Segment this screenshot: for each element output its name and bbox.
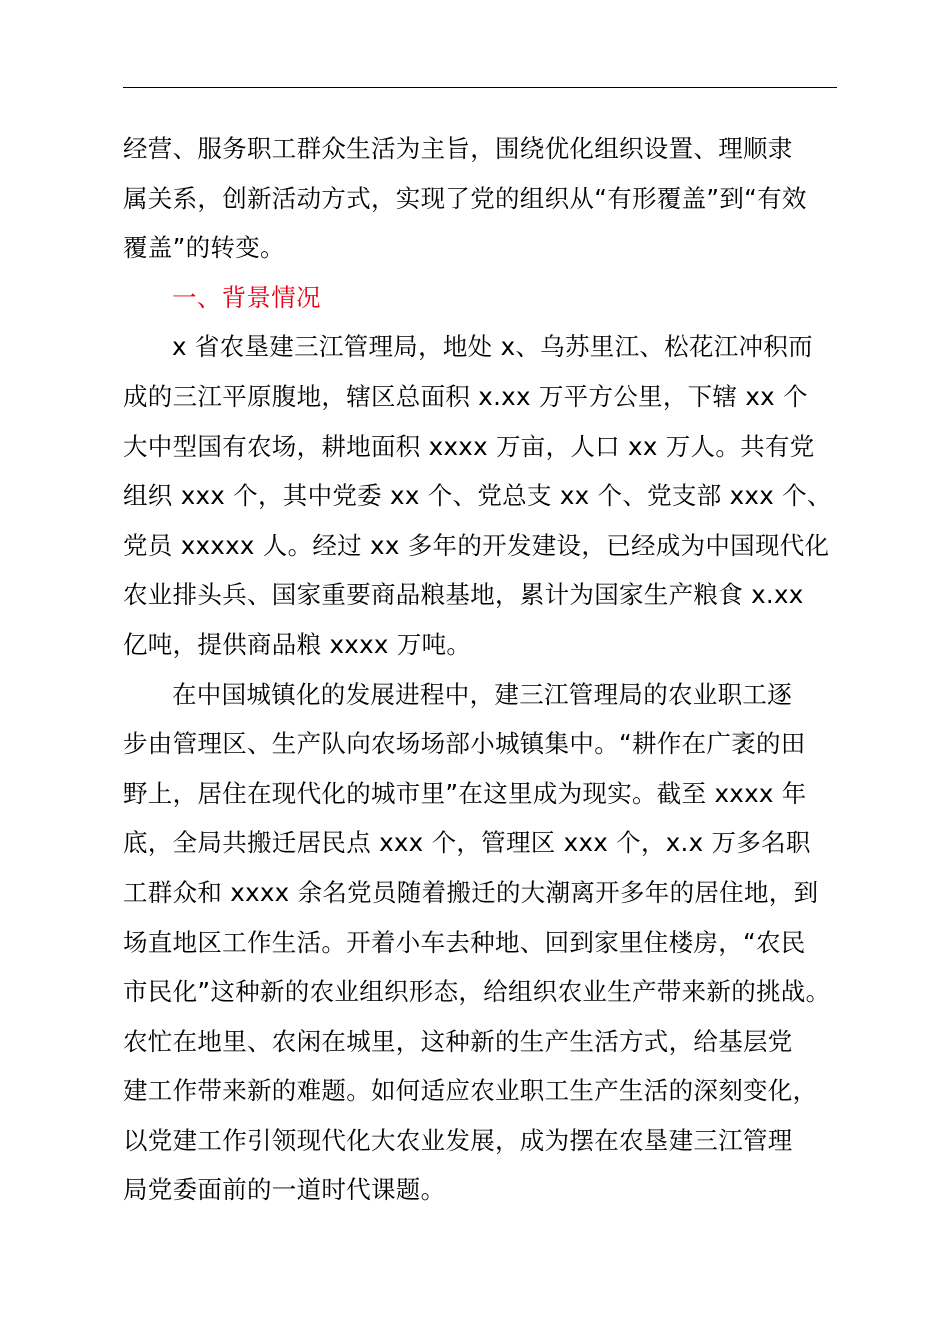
text-line: 市民化”这种新的农业组织形态，给组织农业生产带来新的挑战。 xyxy=(123,977,831,1007)
text-line: 底，全局共搬迁居民点 xxx 个，管理区 xxx 个，x.x 万多名职 xyxy=(123,828,811,858)
background-paragraph-2 xyxy=(123,670,863,1216)
intro-paragraph xyxy=(123,124,863,273)
text-line: 局党委面前的一道时代课题。 xyxy=(123,1175,446,1205)
text-line: 党员 xxxxx 人。经过 xx 多年的开发建设，已经成为中国现代化 xyxy=(123,530,830,560)
header-rule xyxy=(123,87,837,88)
text-line: 在中国城镇化的发展进程中，建三江管理局的农业职工逐 xyxy=(172,679,792,709)
section-heading: 一、背景情况 xyxy=(172,282,321,312)
text-line: 成的三江平原腹地，辖区总面积 x.xx 万平方公里，下辖 xx 个 xyxy=(123,381,808,411)
text-line: x 省农垦建三江管理局，地处 x、乌苏里江、松花江冲积而 xyxy=(172,332,813,362)
text-line: 亿吨，提供商品粮 xxxx 万吨。 xyxy=(123,629,472,659)
text-line: 场直地区工作生活。开着小车去种地、回到家里住楼房，“农民 xyxy=(123,927,806,957)
text-line: 大中型国有农场，耕地面积 xxxx 万亩，人口 xx 万人。共有党 xyxy=(123,431,815,461)
text-line: 经营、服务职工群众生活为主旨，围绕优化组织设置、理顺隶 xyxy=(123,134,793,163)
text-line: 步由管理区、生产队向农场场部小城镇集中。“耕作在广袤的田 xyxy=(123,729,806,759)
text-line: 工群众和 xxxx 余名党员随着搬迁的大潮离开多年的居住地，到 xyxy=(123,877,819,907)
text-line: 以党建工作引领现代化大农业发展，成为摆在农垦建三江管理 xyxy=(123,1125,793,1155)
text-line: 野上，居住在现代化的城市里”在这里成为现实。截至 xxxx 年 xyxy=(123,778,807,808)
document-body xyxy=(123,124,863,1215)
text-line: 农忙在地里、农闲在城里，这种新的生产生活方式，给基层党 xyxy=(123,1026,793,1056)
text-line: 属关系，创新活动方式，实现了党的组织从“有形覆盖”到“有效 xyxy=(123,183,807,213)
text-line: 组织 xxx 个，其中党委 xx 个、党总支 xx 个、党支部 xxx 个、 xyxy=(123,481,832,511)
text-line: 覆盖”的转变。 xyxy=(123,233,285,263)
text-line: 农业排头兵、国家重要商品粮基地，累计为国家生产粮食 x.xx xyxy=(123,580,804,610)
background-paragraph-1 xyxy=(123,322,863,669)
text-line: 建工作带来新的难题。如何适应农业职工生产生活的深刻变化， xyxy=(123,1076,818,1106)
